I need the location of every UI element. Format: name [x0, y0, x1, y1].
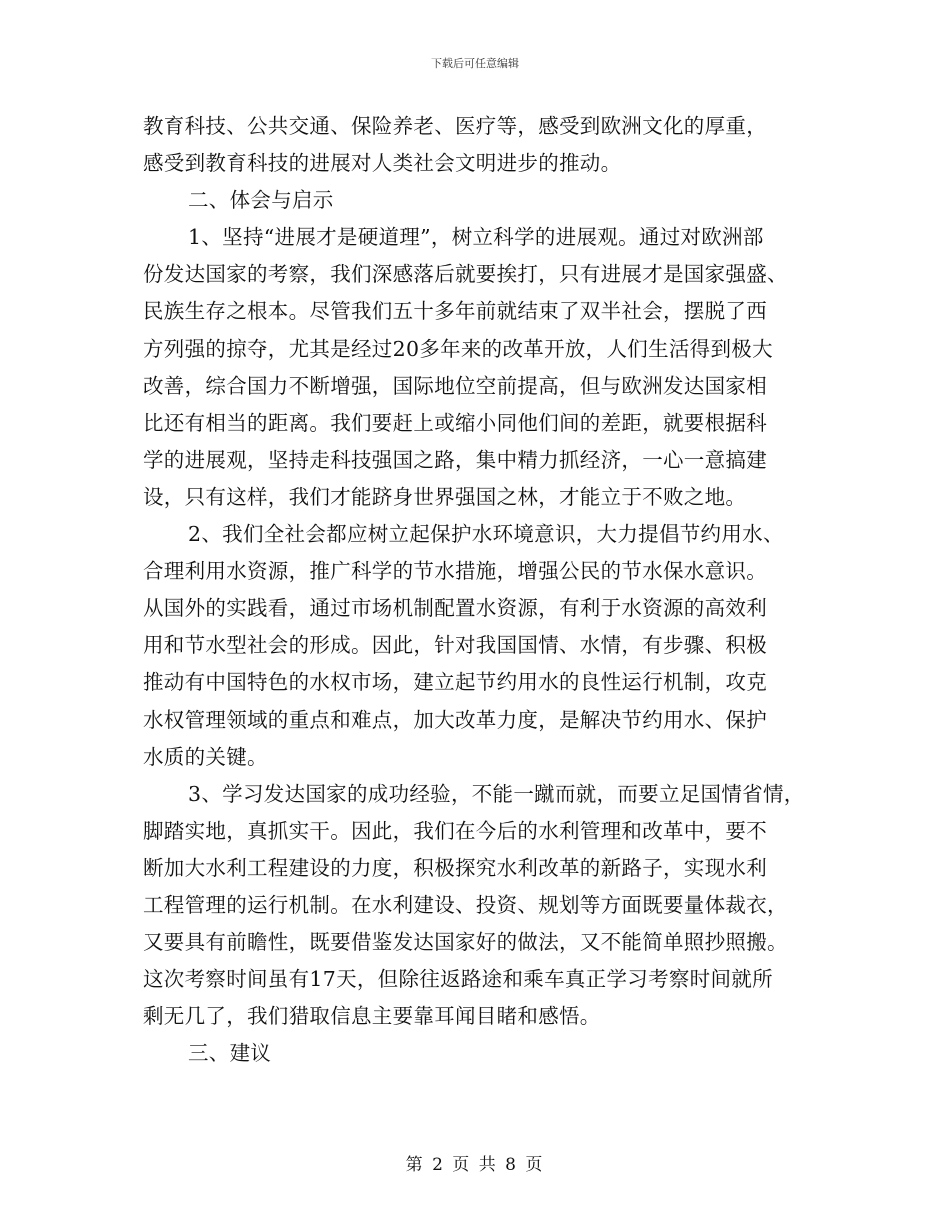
text-line: 水质的关键。 — [143, 744, 268, 769]
text-line: 设，只有这样，我们才能跻身世界强国之林，才能立于不败之地。 — [143, 484, 747, 509]
text-line: 断加大水利工程建设的力度，积极探究水利改革的新路子，实现水利 — [143, 855, 767, 880]
text-line: 感受到教育科技的进展对人类社会文明进步的推动。 — [143, 151, 622, 176]
text-line: 工程管理的运行机制。在水利建设、投资、规划等方面既要量体裁衣， — [143, 892, 788, 917]
text-line: 推动有中国特色的水权市场，建立起节约用水的良性运行机制，攻克 — [143, 670, 767, 695]
text-line: 二、体会与启示 — [188, 188, 334, 213]
text-line: 改善，综合国力不断增强，国际地位空前提高，但与欧洲发达国家相 — [143, 373, 767, 398]
page-footer: 第 2 页 共 8 页 — [405, 1155, 545, 1175]
text-line: 脚踏实地，真抓实干。因此，我们在今后的水利管理和改革中，要不 — [143, 818, 767, 843]
body-text — [143, 108, 833, 1072]
text-line: 3、学习发达国家的成功经验，不能一蹴而就，而要立足国情省情， — [188, 781, 805, 806]
text-line: 教育科技、公共交通、保险养老、医疗等，感受到欧洲文化的厚重， — [143, 114, 767, 138]
text-line: 用和节水型社会的形成。因此，针对我国国情、水情，有步骤、积极 — [143, 633, 767, 658]
text-line: 剩无几了，我们猎取信息主要靠耳闻目睹和感悟。 — [143, 1004, 601, 1029]
text-line: 这次考察时间虽有17天，但除往返路途和乘车真正学习考察时间就所 — [143, 967, 773, 992]
text-line: 又要具有前瞻性，既要借鉴发达国家好的做法，又不能简单照抄照搬。 — [143, 930, 788, 955]
text-line: 学的进展观，坚持走科技强国之路，集中精力抓经济，一心一意搞建 — [143, 447, 767, 472]
text-line: 合理利用水资源，推广科学的节水措施，增强公民的节水保水意识。 — [143, 559, 767, 584]
text-line: 1、坚持“进展才是硬道理”，树立科学的进展观。通过对欧洲部 — [188, 225, 764, 250]
text-line: 比还有相当的距离。我们要赶上或缩小同他们间的差距，就要根据科 — [143, 410, 767, 435]
text-line: 2、我们全社会都应树立起保护水环境意识，大力提倡节约用水、 — [188, 522, 784, 547]
text-line: 水权管理领域的重点和难点，加大改革力度，是解决节约用水、保护 — [143, 707, 767, 732]
text-line: 从国外的实践看，通过市场机制配置水资源，有利于水资源的高效利 — [143, 596, 767, 621]
page-header: 下载后可任意编辑 — [431, 57, 519, 70]
text-line: 三、建议 — [188, 1041, 272, 1066]
text-line: 份发达国家的考察，我们深感落后就要挨打，只有进展才是国家强盛、 — [143, 262, 788, 287]
text-line: 方列强的掠夺，尤其是经过20多年来的改革开放，人们生活得到极大 — [143, 336, 773, 361]
text-line: 民族生存之根本。尽管我们五十多年前就结束了双半社会，摆脱了西 — [143, 299, 767, 324]
